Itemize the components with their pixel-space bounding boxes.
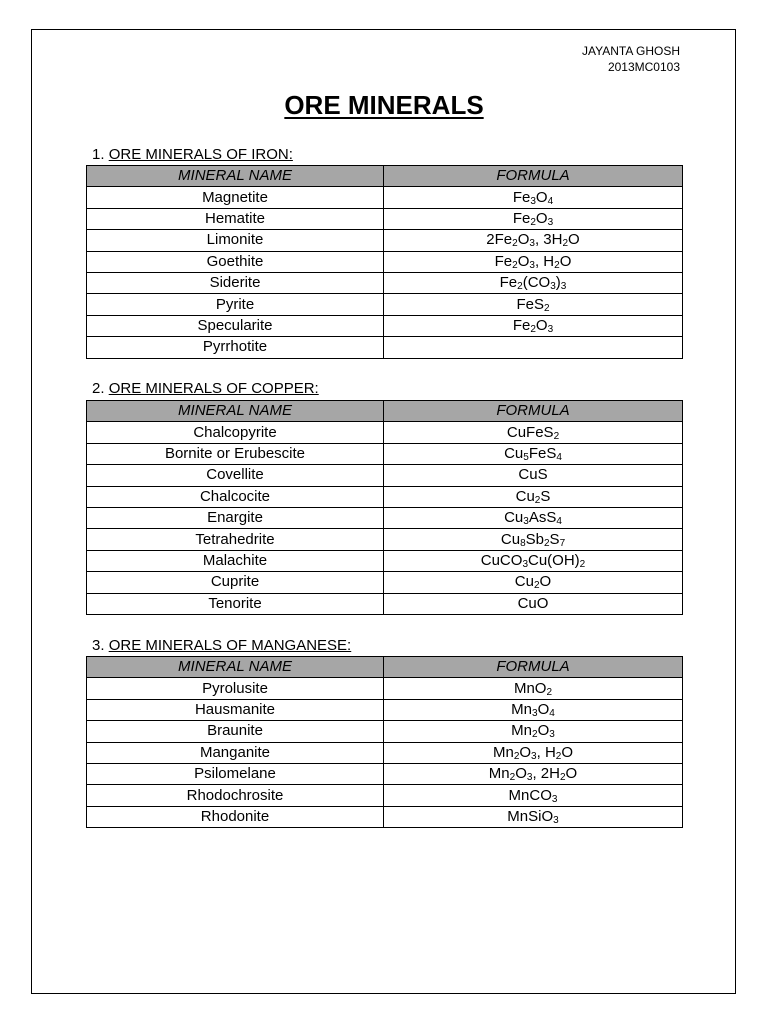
table-row <box>87 678 683 699</box>
mineral-name-cell: Malachite <box>87 550 384 571</box>
table-row <box>87 272 683 293</box>
table-row <box>87 294 683 315</box>
section-heading-copper <box>92 380 319 398</box>
formula-cell: CuS <box>384 465 683 486</box>
mineral-name-cell: Cuprite <box>87 572 384 593</box>
section-title: ORE MINERALS OF IRON: <box>108 146 293 163</box>
formula-cell: $Cu_2O$ <box>384 572 683 593</box>
formula-cell: $Mn_3O_4$ <box>384 699 683 720</box>
table-row <box>87 208 683 229</box>
table-header-row <box>87 657 683 678</box>
formula-cell: MnCO$_3$ <box>384 785 683 806</box>
formula-cell <box>384 337 683 358</box>
manganese-minerals-table <box>86 656 683 828</box>
column-header-formula: FORMULA <box>384 166 683 187</box>
column-header-mineral-name: MINERAL NAME <box>87 401 384 422</box>
section-number: 3. <box>92 637 105 654</box>
table-row <box>87 806 683 827</box>
mineral-name-cell: Specularite <box>87 315 384 336</box>
table-row <box>87 593 683 614</box>
author-block <box>582 43 680 75</box>
formula-cell: CuFeS$_2$ <box>384 422 683 443</box>
mineral-name-cell: Rhodochrosite <box>87 785 384 806</box>
formula-cell: MnSiO$_3$ <box>384 806 683 827</box>
table-row <box>87 572 683 593</box>
mineral-name-cell: Covellite <box>87 465 384 486</box>
formula-cell: MnO$_2$ <box>384 678 683 699</box>
formula-cell: $Fe_3O_4$ <box>384 187 683 208</box>
mineral-name-cell: Chalcocite <box>87 486 384 507</box>
formula-cell: $CuCO_3Cu(OH)_2$ <box>384 550 683 571</box>
mineral-name-cell: Tetrahedrite <box>87 529 384 550</box>
table-row <box>87 529 683 550</box>
mineral-name-cell: Chalcopyrite <box>87 422 384 443</box>
section-number: 2. <box>92 380 105 397</box>
table-row <box>87 742 683 763</box>
formula-cell: $Cu_8Sb_2S_7$ <box>384 529 683 550</box>
table-row <box>87 187 683 208</box>
iron-minerals-table <box>86 165 683 359</box>
formula-cell: CuO <box>384 593 683 614</box>
column-header-mineral-name: MINERAL NAME <box>87 166 384 187</box>
mineral-name-cell: Pyrite <box>87 294 384 315</box>
table-row <box>87 550 683 571</box>
mineral-name-cell: Rhodonite <box>87 806 384 827</box>
column-header-formula: FORMULA <box>384 657 683 678</box>
mineral-name-cell: Pyrolusite <box>87 678 384 699</box>
formula-cell: $2Fe_2O_3$, $3H_2O$ <box>384 230 683 251</box>
formula-cell: $Fe_2O_3$ <box>384 208 683 229</box>
table-row <box>87 486 683 507</box>
table-row <box>87 422 683 443</box>
mineral-name-cell: Enargite <box>87 507 384 528</box>
mineral-name-cell: Psilomelane <box>87 763 384 784</box>
section-title: ORE MINERALS OF MANGANESE: <box>108 637 352 654</box>
section-heading-iron <box>92 146 293 164</box>
table-row <box>87 721 683 742</box>
table-row <box>87 315 683 336</box>
formula-cell: $Fe_2(CO_3)_3$ <box>384 272 683 293</box>
formula-cell: $Mn_2O_3$, $2H_2O$ <box>384 763 683 784</box>
table-row <box>87 337 683 358</box>
section-heading-manganese <box>92 637 351 655</box>
formula-cell: FeS$_2$ <box>384 294 683 315</box>
mineral-name-cell: Bornite or Erubescite <box>87 443 384 464</box>
formula-cell: $Cu_3AsS_4$ <box>384 507 683 528</box>
page-title-container <box>0 88 768 122</box>
table-row <box>87 699 683 720</box>
author-name: JAYANTA GHOSH <box>581 44 680 58</box>
table-row <box>87 465 683 486</box>
table-header-row <box>87 401 683 422</box>
mineral-name-cell: Limonite <box>87 230 384 251</box>
column-header-mineral-name: MINERAL NAME <box>87 657 384 678</box>
formula-cell: $Fe_2O_3$ <box>384 315 683 336</box>
table-row <box>87 251 683 272</box>
table-row <box>87 785 683 806</box>
formula-cell: $Mn_2O_3$, $H_2O$ <box>384 742 683 763</box>
formula-cell: $Mn_2O_3$ <box>384 721 683 742</box>
table-row <box>87 230 683 251</box>
author-roll-number: 2013MC0103 <box>607 60 680 74</box>
copper-minerals-table <box>86 400 683 615</box>
table-row <box>87 507 683 528</box>
formula-cell: $Cu_2S$ <box>384 486 683 507</box>
table-row <box>87 763 683 784</box>
table-header-row <box>87 166 683 187</box>
column-header-formula: FORMULA <box>384 401 683 422</box>
mineral-name-cell: Tenorite <box>87 593 384 614</box>
mineral-name-cell: Braunite <box>87 721 384 742</box>
mineral-name-cell: Siderite <box>87 272 384 293</box>
mineral-name-cell: Hausmanite <box>87 699 384 720</box>
mineral-name-cell: Pyrrhotite <box>87 337 384 358</box>
formula-cell: $Cu_5FeS_4$ <box>384 443 683 464</box>
section-title: ORE MINERALS OF COPPER: <box>108 380 319 397</box>
table-row <box>87 443 683 464</box>
formula-cell: $Fe_2O_3$, $H_2O$ <box>384 251 683 272</box>
mineral-name-cell: Magnetite <box>87 187 384 208</box>
mineral-name-cell: Manganite <box>87 742 384 763</box>
mineral-name-cell: Hematite <box>87 208 384 229</box>
section-number: 1. <box>92 146 105 163</box>
mineral-name-cell: Goethite <box>87 251 384 272</box>
page-title: ORE MINERALS <box>284 90 484 120</box>
